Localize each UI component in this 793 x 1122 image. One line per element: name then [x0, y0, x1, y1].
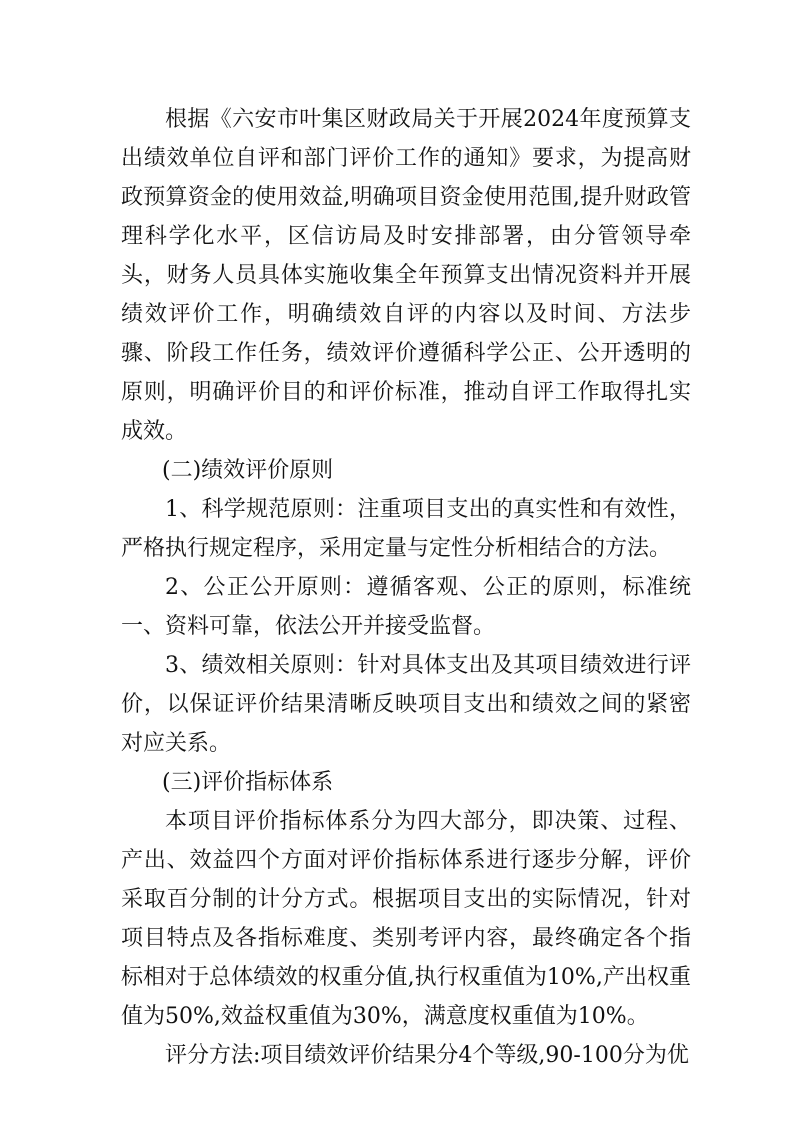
paragraph-evaluation-background: 根据《六安市叶集区财政局关于开展2024年度预算支出绩效单位自评和部门评价工作的通知》要求，为提高财政预算资金的使用效益,明确项目资金使用范围,提升财政管理科学化水平，区信访局及时安排部署，由分管领导牵头，财务人员具体实施收集全年预算支出情况资料并开展绩效评价工作，明确绩效自评的内容以及时间、方法步骤、阶段工作任务，绩效评价遵循科学公正、公开透明的原则，明确评价目的和评价标准，推动自评工作取得扎实成效。: [121, 107, 691, 444]
paragraph-principle-fairness: 2、公正公开原则：遵循客观、公正的原则，标准统一、资料可靠，依法公开并接受监督。: [121, 575, 691, 639]
section-heading-indicator-system: (三)评价指标体系: [162, 770, 334, 795]
paragraph-principle-performance: 3、绩效相关原则：针对具体支出及其项目绩效进行评价，以保证评价结果清晰反映项目支出和绩效之间的紧密对应关系。: [121, 653, 691, 756]
paragraph-principle-scientific: 1、科学规范原则：注重项目支出的真实性和有效性，严格执行规定程序，采用定量与定性分析相结合的方法。: [121, 497, 691, 561]
paragraph-scoring-method: 评分方法:项目绩效评价结果分4个等级,90-100分为优: [165, 1043, 689, 1068]
document-body: [121, 100, 691, 1075]
paragraph-indicator-system: 本项目评价指标体系分为四大部分，即决策、过程、产出、效益四个方面对评价指标体系进行逐步分解，评价采取百分制的计分方式。根据项目支出的实际情况，针对项目特点及各指标难度、类别考评内容，最终确定各个指标相对于总体绩效的权重分值,执行权重值为10%,产出权重值为50%,效益权重值为30%，满意度权重值为10%。: [121, 809, 691, 1029]
section-heading-evaluation-principles: (二)绩效评价原则: [162, 458, 334, 483]
